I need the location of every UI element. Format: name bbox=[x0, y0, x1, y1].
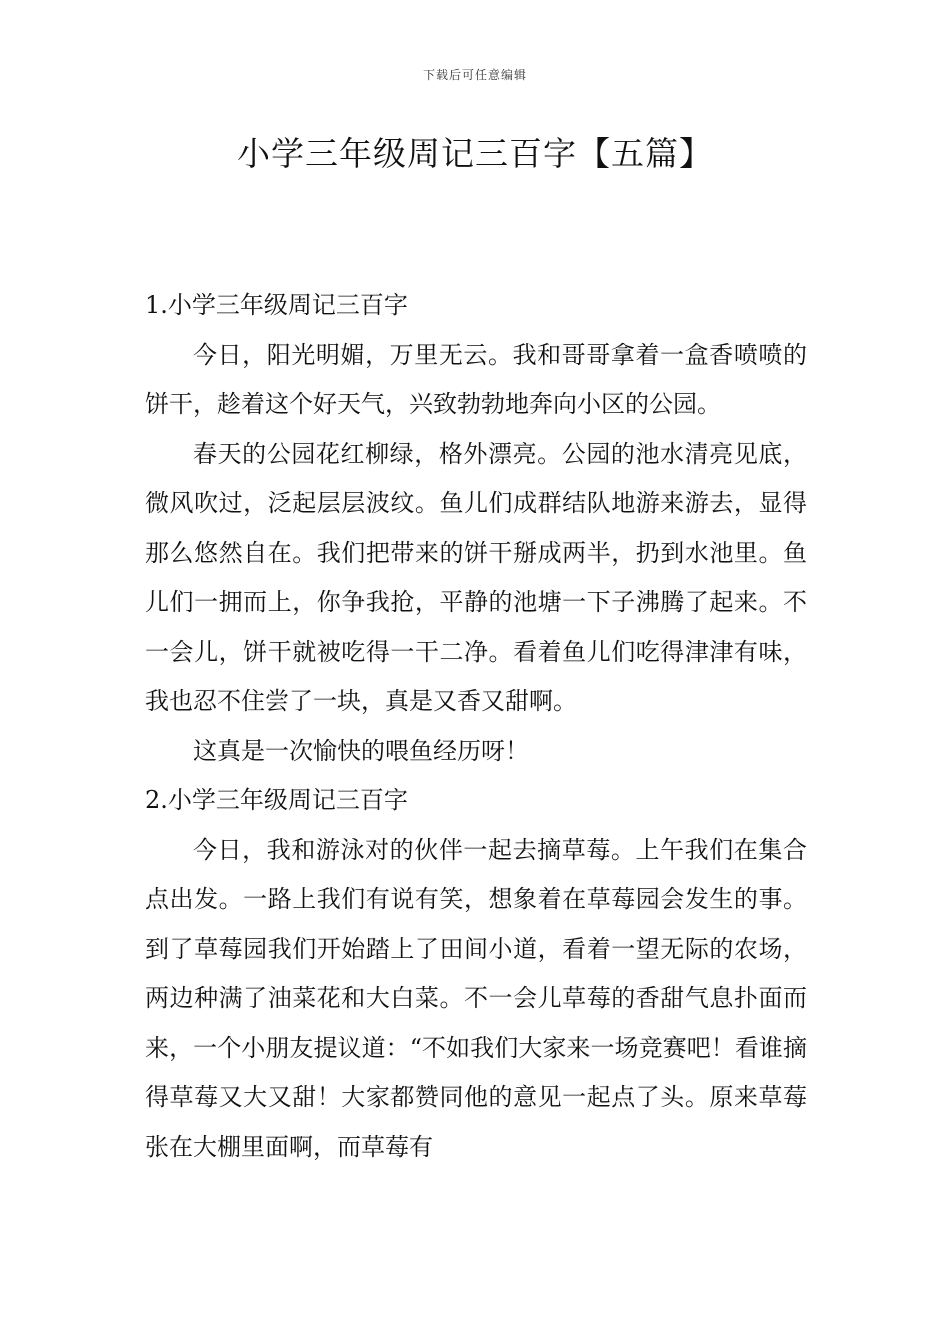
paragraph: 春天的公园花红柳绿，格外漂亮。公园的池水清亮见底，微风吹过，泛起层层波纹。鱼儿们成群结队地游来游去，显得那么悠然自在。我们把带来的饼干掰成两半，扔到水池里。鱼儿们一拥而上，你争我抢，平静的池塘一下子沸腾了起来。不一会儿，饼干就被吃得一干二净。看着鱼儿们吃得津津有味，我也忍不住尝了一块，真是又香又甜啊。 bbox=[145, 439, 807, 715]
paragraph: 今日，我和游泳对的伙伴一起去摘草莓。上午我们在集合点出发。一路上我们有说有笑，想象着在草莓园会发生的事。到了草莓园我们开始踏上了田间小道，看着一望无际的农场，两边种满了油菜花和大白菜。不一会儿草莓的香甜气息扑面而来，一个小朋友提议道：“不如我们大家来一场竞赛吧！看谁摘得草莓又大又甜！大家都赞同他的意见一起点了头。原来草莓张在大棚里面啊，而草莓有 bbox=[145, 835, 807, 1161]
header-note: 下载后可任意编辑 bbox=[422, 68, 527, 82]
section-heading: 2.小学三年级周记三百字 bbox=[145, 786, 408, 814]
paragraph: 这真是一次愉快的喂鱼经历呀！ bbox=[193, 736, 529, 765]
paragraph: 今日，阳光明媚，万里无云。我和哥哥拿着一盒香喷喷的饼干，趁着这个好天气，兴致勃勃地奔向小区的公园。 bbox=[145, 340, 807, 418]
document-body bbox=[145, 281, 807, 1172]
page-title: 小学三年级周记三百字【五篇】 bbox=[237, 134, 713, 173]
section-heading: 1.小学三年级周记三百字 bbox=[145, 291, 408, 319]
